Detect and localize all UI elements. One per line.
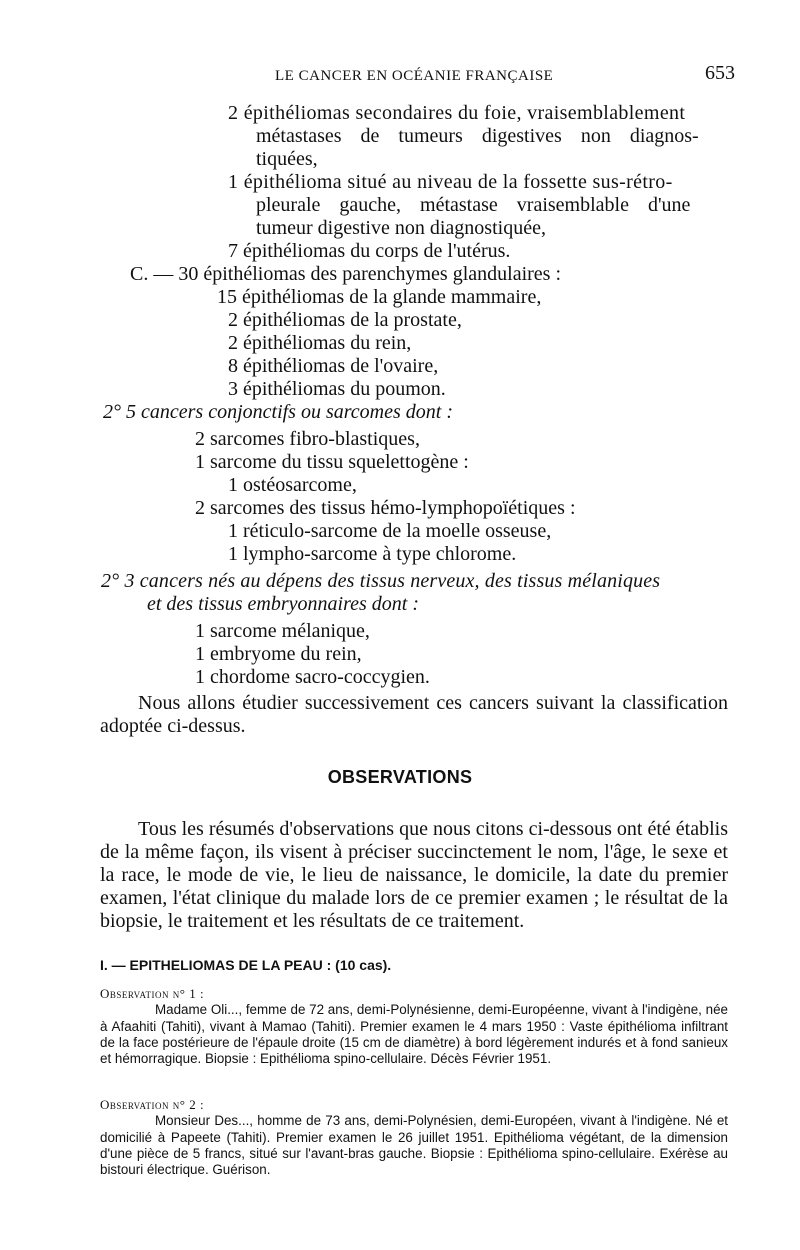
subheading: I. — EPITHELIOMAS DE LA PEAU : (10 cas). — [100, 957, 392, 973]
list-line: 1 épithélioma situé au niveau de la fossette sus-rétro- — [228, 171, 673, 193]
list-line: tumeur digestive non diagnostiquée, — [256, 217, 546, 239]
observation-label-text: Observation n° 1 : — [100, 986, 205, 1001]
list-line: 8 épithéliomas de l'ovaire, — [228, 355, 439, 377]
list-line: 1 sarcome du tissu squelettogène : — [195, 451, 469, 473]
list-line: C. — 30 épithéliomas des parenchymes glandulaires : — [130, 263, 562, 285]
list-line: 2 sarcomes fibro-blastiques, — [195, 428, 420, 450]
observation-label — [100, 1097, 204, 1113]
list-line: 7 épithéliomas du corps de l'utérus. — [228, 240, 511, 262]
list-line: métastases de tumeurs digestives non diagnos- — [256, 125, 699, 147]
observations-intro-text: Tous les résumés d'observations que nous citons ci-dessous ont été établis de la même façon, ils visent à préciser succinctement le nom, l'âge, le sexe et la race, le mode de vie, le lieu de naissance, le domicile, la date du premier examen, l'état clinique du malade lors de ce premier examen ; le résultat de la biopsie, le traitement et les résultats de ce traitement. — [100, 818, 728, 932]
section-title: OBSERVATIONS — [327, 767, 473, 787]
observation-text — [100, 1002, 728, 1067]
intro-paragraph — [100, 692, 728, 738]
list-line: 2 sarcomes des tissus hémo-lymphopoïétiques : — [195, 497, 576, 519]
list-heading: 2° 5 cancers conjonctifs ou sarcomes dont : — [103, 401, 453, 423]
page-number: 653 — [705, 62, 735, 84]
list-line: 2 épithéliomas secondaires du foie, vraisemblablement — [228, 102, 686, 124]
list-line: 1 chordome sacro-coccygien. — [195, 666, 430, 688]
list-line: 15 épithéliomas de la glande mammaire, — [217, 286, 542, 308]
list-line: 1 lympho-sarcome à type chlorome. — [228, 543, 517, 565]
list-heading: 2° 3 cancers nés au dépens des tissus nerveux, des tissus mélaniques — [101, 570, 661, 592]
list-line: tiquées, — [256, 148, 318, 170]
running-title: LE CANCER EN OCÉANIE FRANÇAISE — [275, 68, 554, 84]
observation-text-body: Madame Oli..., femme de 72 ans, demi-Polynésienne, demi-Européenne, vivant à l'indigène, née à Afaahiti (Tahiti), vivant à Mamao (Tahiti). Premier examen le 4 mars 1950 : Vaste épithélioma infiltrant de la face postérieure de l'épaule droite (15 cm de diamètre) à bord légèrement indurés et à fond sanieux et hémorragique. Biopsie : Epithélioma spino-cellulaire. Décès Février 1951. — [100, 1002, 728, 1067]
intro-paragraph-text: Nous allons étudier successivement ces cancers suivant la classification adoptée ci-dessus. — [100, 692, 728, 737]
list-line: 1 réticulo-sarcome de la moelle osseuse, — [228, 520, 552, 542]
observations-intro-paragraph — [100, 818, 728, 933]
list-line: 2 épithéliomas de la prostate, — [228, 309, 462, 331]
page-header — [95, 62, 735, 92]
observation-label — [100, 986, 204, 1002]
observation-text-body: Monsieur Des..., homme de 73 ans, demi-Polynésien, demi-Européen, vivant à l'indigène. Né et domicilié à Papeete (Tahiti). Premier examen le 26 juillet 1951. Epithélioma végétant, de la dimension d'une pièce de 5 francs, situé sur l'avant-bras gauche. Biopsie : Epithélioma spino-cellulaire. Exérèse au bistouri électrique. Guérison. — [100, 1113, 728, 1178]
list-line: 3 épithéliomas du poumon. — [228, 378, 446, 400]
list-line: 1 sarcome mélanique, — [195, 620, 370, 642]
list-line: pleurale gauche, métastase vraisemblable d'une — [256, 194, 691, 216]
list-heading: et des tissus embryonnaires dont : — [147, 593, 420, 615]
list-line: 2 épithéliomas du rein, — [228, 332, 412, 354]
observation-label-text: Observation n° 2 : — [100, 1097, 205, 1112]
list-line: 1 ostéosarcome, — [228, 474, 357, 496]
observation-text — [100, 1113, 728, 1178]
list-line: 1 embryome du rein, — [195, 643, 362, 665]
